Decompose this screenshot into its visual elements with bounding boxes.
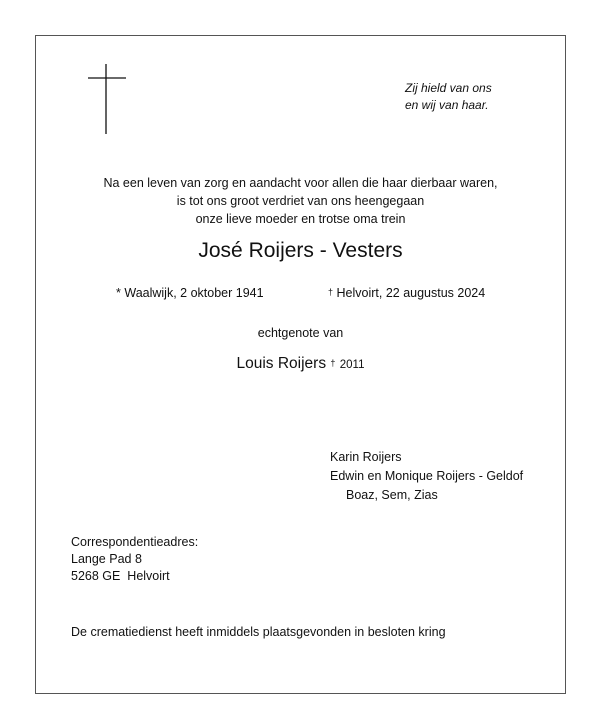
family-member: Karin Roijers bbox=[330, 450, 402, 464]
obituary-card bbox=[35, 35, 566, 694]
address-street: Lange Pad 8 bbox=[71, 552, 142, 566]
correspondence-address bbox=[71, 534, 198, 585]
spouse-line bbox=[36, 355, 565, 373]
dagger-icon: † bbox=[328, 287, 334, 297]
death-text: Helvoirt, 22 augustus 2024 bbox=[336, 286, 486, 300]
motto bbox=[405, 80, 492, 114]
cremation-notice: De crematiedienst heeft inmiddels plaatsgevonden in besloten kring bbox=[71, 625, 446, 639]
spouse-label: echtgenote van bbox=[257, 326, 344, 340]
address-city: 5268 GE Helvoirt bbox=[71, 569, 170, 583]
death-line bbox=[328, 286, 485, 300]
cross-icon bbox=[88, 64, 128, 134]
intro-line: Na een leven van zorg en aandacht voor allen die haar dierbaar waren, bbox=[103, 176, 498, 190]
family-list bbox=[330, 448, 523, 505]
family-member: Boaz, Sem, Zias bbox=[346, 488, 438, 502]
spouse-name: Louis Roijers bbox=[236, 355, 327, 372]
birth-line bbox=[116, 286, 264, 300]
deceased-name: José Roijers - Vesters bbox=[198, 239, 403, 262]
intro-line: is tot ons groot verdriet van ons heengegaan bbox=[176, 194, 425, 208]
dagger-icon: † bbox=[330, 358, 336, 368]
motto-line: en wij van haar. bbox=[405, 98, 489, 112]
family-member: Edwin en Monique Roijers - Geldof bbox=[330, 469, 524, 483]
intro-line: onze lieve moeder en trotse oma trein bbox=[195, 212, 406, 226]
birth-text: Waalwijk, 2 oktober 1941 bbox=[124, 286, 264, 300]
spouse-year: 2011 bbox=[339, 359, 365, 371]
correspondence-heading: Correspondentieadres: bbox=[71, 535, 199, 549]
intro-text bbox=[36, 174, 565, 228]
birth-symbol: * bbox=[116, 286, 121, 300]
motto-line: Zij hield van ons bbox=[405, 81, 492, 95]
